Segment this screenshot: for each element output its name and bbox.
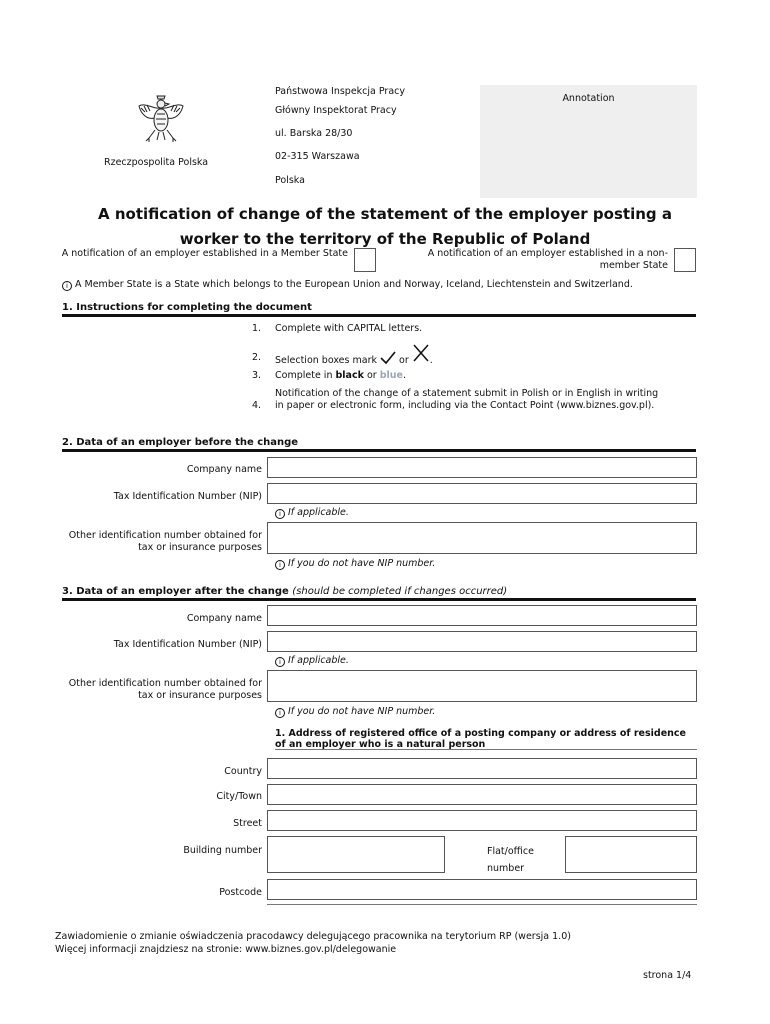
- info-icon: i: [275, 509, 285, 519]
- s3-company-name-label: Company name: [186, 613, 262, 624]
- member-state-note: [62, 279, 702, 291]
- cross-mark-icon: [412, 343, 430, 376]
- postcode-rule: [267, 904, 697, 905]
- address-line-2: Główny Inspektorat Pracy: [275, 105, 397, 116]
- street-label: Street: [233, 818, 262, 829]
- address-subheading-rule: [275, 749, 697, 750]
- postcode-input[interactable]: [267, 879, 697, 900]
- page-title-line-2: worker to the territory of the Republic of Poland: [179, 230, 591, 248]
- s2-nip-hint-text: If applicable.: [288, 507, 349, 518]
- member-state-label: A notification of an employer established in a Member State: [61, 248, 348, 259]
- instruction-text-4: Notification of the change of a statement submit in Polish or in English in writing in paper or electronic form, including via the Contact Point (www.biznes.gov.pl).: [275, 388, 659, 411]
- instruction-text-1: Complete with CAPITAL letters.: [275, 323, 423, 334]
- city-input[interactable]: [267, 784, 697, 805]
- s2-other-id-hint: [275, 558, 435, 570]
- instruction-num-1: 1.: [252, 323, 262, 334]
- s2-company-name-input[interactable]: [267, 457, 697, 478]
- s3-other-id-input[interactable]: [267, 670, 697, 702]
- postcode-label: Postcode: [219, 887, 262, 898]
- page-number: strona 1/4: [643, 970, 692, 981]
- s3-other-id-hint: [275, 706, 435, 718]
- instruction-3-blue: blue: [379, 370, 403, 381]
- s2-nip-label: Tax Identification Number (NIP): [113, 491, 262, 502]
- instruction-num-4: 4.: [252, 400, 262, 411]
- flat-number-input[interactable]: [565, 836, 697, 873]
- address-line-4: 02-315 Warszawa: [275, 151, 360, 162]
- country-input[interactable]: [267, 758, 697, 779]
- s3-nip-label: Tax Identification Number (NIP): [113, 639, 262, 650]
- section-1-heading: 1. Instructions for completing the document: [62, 302, 696, 317]
- s2-other-id-hint-text: If you do not have NIP number.: [288, 558, 436, 569]
- instruction-num-3: 3.: [252, 370, 262, 381]
- s2-nip-hint: [275, 507, 349, 519]
- info-icon: i: [62, 281, 72, 291]
- instruction-text-3: [275, 370, 406, 381]
- instruction-3-end: .: [402, 370, 406, 381]
- footer-line-1: Zawiadomienie o zmianie oświadczenia pracodawcy delegującego pracownika na terytorium RP (wersja 1.0): [55, 931, 571, 942]
- annotation-box[interactable]: [480, 85, 697, 198]
- non-member-state-checkbox[interactable]: [674, 248, 696, 272]
- footer-line-2: Więcej informacji znajdziesz na stronie: www.biznes.gov.pl/delegowanie: [55, 944, 397, 955]
- section-2-heading: 2. Data of an employer before the change: [62, 437, 696, 452]
- country-label: Country: [224, 766, 262, 777]
- instruction-2-end: .: [429, 355, 433, 366]
- non-member-state-label: A notification of an employer established in a non-member State: [427, 248, 668, 271]
- city-label: City/Town: [216, 791, 262, 802]
- instruction-2-before: Selection boxes mark: [275, 355, 377, 366]
- instruction-num-2: 2.: [252, 352, 262, 363]
- annotation-label: Annotation: [562, 93, 615, 104]
- building-number-input[interactable]: [267, 836, 445, 873]
- instruction-text-2: [275, 343, 433, 367]
- s2-other-id-input[interactable]: [267, 522, 697, 554]
- address-line-3: ul. Barska 28/30: [275, 128, 353, 139]
- s3-heading-note: (should be completed if changes occurred): [292, 586, 508, 597]
- s3-nip-hint: [275, 655, 349, 667]
- member-state-checkbox[interactable]: [354, 248, 376, 272]
- info-icon: i: [275, 657, 285, 667]
- page-title-line-1: A notification of change of the statement of the employer posting a: [98, 205, 672, 223]
- s3-heading-text: 3. Data of an employer after the change: [62, 586, 289, 597]
- info-icon: i: [275, 708, 285, 718]
- street-input[interactable]: [267, 810, 697, 831]
- instruction-3-black: black: [335, 370, 364, 381]
- s2-other-id-label: Other identification number obtained for tax or insurance purposes: [68, 530, 262, 553]
- country-label: Rzeczpospolita Polska: [104, 157, 209, 168]
- member-state-note-text: A Member State is a State which belongs to the European Union and Norway, Iceland, Liechtenstein and Switzerland.: [75, 279, 633, 290]
- section-3-heading: [62, 586, 696, 601]
- emblem-icon: [137, 92, 185, 144]
- s3-nip-hint-text: If applicable.: [288, 655, 349, 666]
- s3-other-id-label: Other identification number obtained for tax or insurance purposes: [68, 678, 262, 701]
- instruction-3-before: Complete in: [275, 370, 333, 381]
- s2-company-name-label: Company name: [186, 464, 262, 475]
- address-line-1: Państwowa Inspekcja Pracy: [275, 86, 405, 97]
- address-subheading: 1. Address of registered office of a posting company or address of residence of an employer who is a natural person: [275, 728, 686, 750]
- address-line-5: Polska: [275, 175, 305, 186]
- instruction-2-or: or: [399, 355, 409, 366]
- instruction-3-or: or: [366, 370, 377, 381]
- s2-nip-input[interactable]: [267, 483, 697, 504]
- s3-other-id-hint-text: If you do not have NIP number.: [288, 706, 436, 717]
- s3-nip-input[interactable]: [267, 631, 697, 652]
- info-icon: i: [275, 560, 285, 570]
- s3-company-name-input[interactable]: [267, 605, 697, 626]
- building-number-label: Building number: [183, 845, 262, 856]
- flat-number-label: Flat/office number: [487, 846, 534, 874]
